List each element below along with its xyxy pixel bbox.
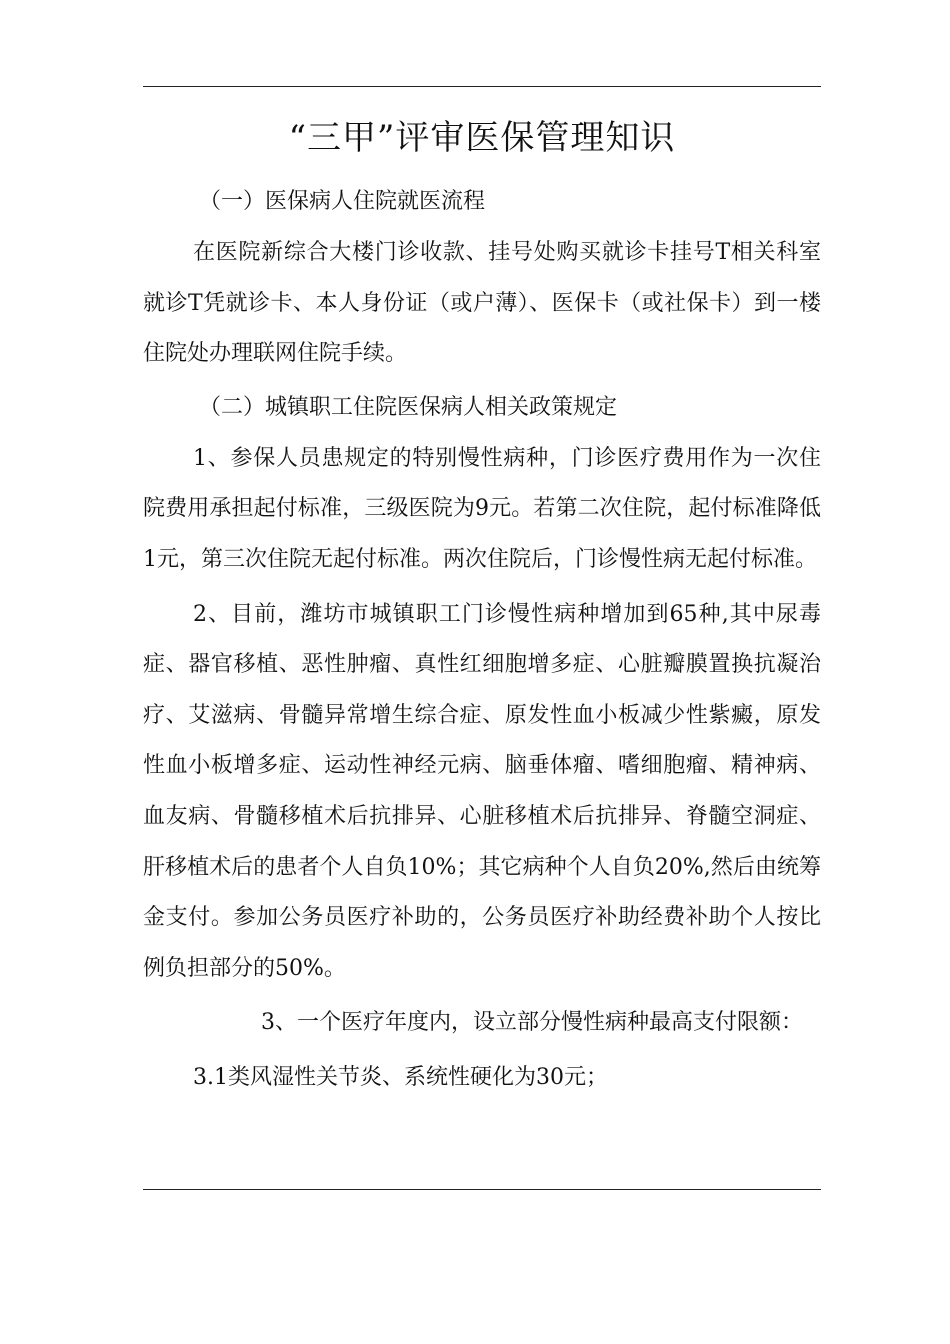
section-heading-2: （二）城镇职工住院医保病人相关政策规定 xyxy=(199,394,618,420)
document-body xyxy=(143,178,821,1104)
paragraph-item-3: 3、一个医疗年度内，设立部分慢性病种最高支付限额： xyxy=(261,1010,803,1036)
paragraph-item-3-1: 3.1类风湿性关节炎、系统性硬化为30元； xyxy=(193,1064,608,1090)
paragraph-item-1: 1、参保人员患规定的特别慢性病种，门诊医疗费用作为一次住院费用承担起付标准，三级医院为9元。若第二次住院，起付标准降低1元，第三次住院无起付标准。两次住院后，门诊慢性病无起付标准。 xyxy=(143,445,821,572)
paragraph-admission-process: 在医院新综合大楼门诊收款、挂号处购买就诊卡挂号T相关科室就诊T凭就诊卡、本人身份证（或户薄）、医保卡（或社保卡）到一楼住院处办理联网住院手续。 xyxy=(143,240,821,367)
footer-rule xyxy=(143,1189,821,1190)
header-rule xyxy=(143,86,821,87)
document-title: “三甲”评审医保管理知识 xyxy=(288,118,676,158)
paragraph-item-2: 2、目前，潍坊市城镇职工门诊慢性病种增加到65种,其中尿毒症、器官移植、恶性肿瘤、真性红细胞增多症、心脏瓣膜置换抗凝治疗、艾滋病、骨髓异常增生综合症、原发性血小板减少性紫癜，原发性血小板增多症、运动性神经元病、脑垂体瘤、嗜细胞瘤、精神病、血友病、骨髓移植术后抗排异、心脏移植术后抗排异、脊髓空洞症、肝移植术后的患者个人自负10%；其它病种个人自负20%,然后由统筹金支付。参加公务员医疗补助的，公务员医疗补助经费补助个人按比例负担部分的50%。 xyxy=(143,601,821,981)
section-heading-1: （一）医保病人住院就医流程 xyxy=(199,189,486,214)
